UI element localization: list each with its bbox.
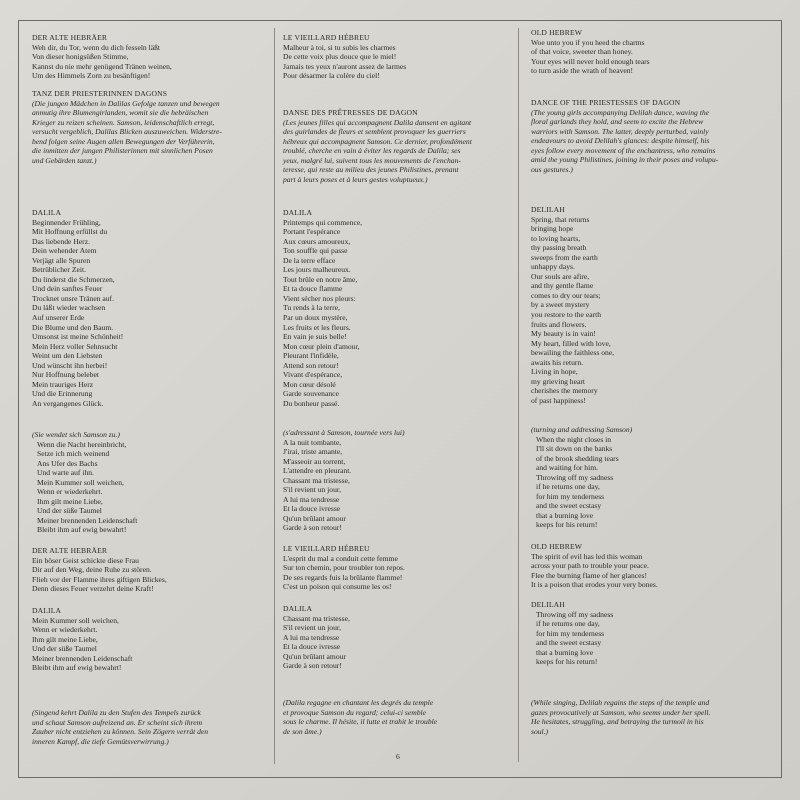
- text-line: floral garlands they hold, and seem to excite the Hebrew: [531, 117, 704, 127]
- text-line: gazes provocatively at Samson, who seems under her spell.: [531, 707, 711, 717]
- stage-direction: [531, 698, 761, 736]
- german-dalila-aria: [32, 208, 272, 408]
- text-line: for him my tenderness: [536, 491, 605, 501]
- speaker-heading: DALILA: [32, 606, 62, 615]
- speaker-heading: DALILA: [32, 208, 62, 217]
- french-dance-block: [283, 108, 508, 184]
- verse-lines: [531, 610, 761, 667]
- text-line: Tout brûle en notre âme,: [283, 274, 358, 284]
- text-line: Weint um den Liebsten: [32, 351, 103, 361]
- verse-lines: [283, 218, 508, 409]
- verse-lines: [32, 556, 272, 594]
- text-line: Und der süße Taumel: [37, 506, 102, 516]
- text-line: (While singing, Delilah regains the steps of the temple and: [531, 698, 710, 707]
- text-line: En vain je suis belle!: [283, 332, 347, 342]
- stage-direction: (turning and addressing Samson): [531, 425, 633, 434]
- french-old-hebrew-block-2: [283, 544, 508, 592]
- verse-lines: [283, 554, 508, 592]
- english-aria-second-verse: [531, 425, 761, 530]
- verse-lines: [32, 440, 272, 535]
- text-line: Und die Erinnerung: [32, 389, 93, 399]
- speaker-heading: LE VIEILLARD HÉBREU: [283, 544, 370, 553]
- text-line: of that voice, sweeter than honey.: [531, 47, 633, 57]
- text-line: Flee the burning flame of her glances!: [531, 570, 647, 580]
- text-line: Chassant ma tristesse,: [283, 613, 350, 623]
- text-line: (Singend kehrt Dalila zu den Stufen des Tempels zurück: [32, 708, 201, 717]
- german-old-hebrew-block-2: [32, 546, 272, 594]
- text-line: A la nuit tombante,: [283, 437, 342, 447]
- english-delilah-block-2: [531, 600, 761, 667]
- text-line: When the night closes in: [536, 434, 612, 444]
- column-divider: [274, 28, 275, 764]
- text-line: Attend son retour!: [283, 360, 339, 370]
- speaker-heading: DELILAH: [531, 205, 565, 214]
- text-line: ous gestures.): [531, 164, 573, 174]
- text-line: Und warte auf ihn.: [37, 468, 94, 478]
- section-heading: DANCE OF THE PRIESTESSES OF DAGON: [531, 98, 681, 107]
- text-line: across your path to trouble your peace.: [531, 561, 649, 571]
- text-line: Ton souffle qui passe: [283, 246, 348, 256]
- text-line: unhappy days.: [531, 262, 575, 272]
- text-line: A lui ma tendresse: [283, 632, 340, 642]
- text-line: Wenn er wiederkehrt.: [32, 625, 98, 635]
- text-line: teresse, qui reste au milieu des jeunes Philistines, prenant: [283, 165, 459, 175]
- text-line: and the sweet ecstasy: [536, 501, 602, 511]
- text-line: My heart, filled with love,: [531, 338, 611, 348]
- text-line: Mon cœur plein d'amour,: [283, 341, 360, 351]
- text-line: Par un doux mystère,: [283, 313, 348, 323]
- text-line: Bleibt ihm auf ewig bewahrt!: [32, 663, 122, 673]
- text-line: Jamais tes yeux n'auront assez de larmes: [283, 61, 407, 71]
- text-line: S'il revient un jour,: [283, 623, 342, 633]
- text-line: Your eyes will never hold enough tears: [531, 56, 650, 66]
- text-line: Les jours malheureux.: [283, 265, 351, 275]
- text-line: Setze ich mich weinend: [37, 449, 110, 459]
- text-line: Qu'un brûlant amour: [283, 651, 346, 661]
- text-line: Kannst du nie mehr genügend Tränen weinen,: [32, 61, 172, 71]
- text-line: Our souls are afire,: [531, 271, 590, 281]
- text-line: Weh dir, du Tor, wenn du dich fesseln läßt: [32, 42, 161, 52]
- text-line: An vergangenes Glück.: [32, 398, 104, 408]
- text-line: Mein Kummer soll weichen,: [32, 615, 119, 625]
- section-heading: TANZ DER PRIESTERINNEN DAGONS: [32, 89, 168, 98]
- english-old-hebrew-block-2: [531, 542, 761, 590]
- verse-lines: [531, 552, 761, 590]
- text-line: Das liebende Herz.: [32, 236, 90, 246]
- section-heading: DANSE DES PRÊTRESSES DE DAGON: [283, 108, 418, 117]
- text-line: de son âme.): [283, 726, 322, 736]
- text-line: Living in hope,: [531, 367, 578, 377]
- text-line: Et ta douce flamme: [283, 284, 343, 294]
- text-line: Garde à son retour!: [283, 523, 342, 533]
- speaker-heading: DELILAH: [531, 600, 565, 609]
- text-line: Et la douce ivresse: [283, 642, 341, 652]
- text-line: Woe unto you if you heed the charms: [531, 37, 645, 47]
- text-line: Um des Himmels Zorn zu besänftigen!: [32, 71, 151, 81]
- english-delilah-aria: [531, 205, 761, 405]
- french-column: [283, 0, 508, 800]
- text-line: Chassant ma tristesse,: [283, 475, 350, 485]
- french-dalila-aria: [283, 208, 508, 408]
- text-line: The spirit of evil has led this woman: [531, 551, 643, 561]
- text-line: Mit Hoffnung erfüllst du: [32, 227, 108, 237]
- text-line: Zauber nicht entziehen zu können. Sein Zögern verrät den: [32, 727, 209, 737]
- text-line: Bleibt ihm auf ewig bewahrt!: [37, 525, 127, 535]
- speaker-heading: LE VIEILLARD HÉBREU: [283, 33, 370, 42]
- text-line: die inmitten der jungen Philisterinnen mit sinnlichen Posen: [32, 146, 213, 156]
- text-line: Throwing off my sadness: [536, 472, 614, 482]
- text-line: und schaut Samson aufreizend an. Er scheint sich ihrem: [32, 717, 203, 727]
- text-line: Und dein sanftes Feuer: [32, 284, 103, 294]
- text-line: Betrüblicher Zeit.: [32, 265, 86, 275]
- text-line: Vivant d'espérance,: [283, 370, 343, 380]
- speaker-heading: OLD HEBREW: [531, 542, 583, 551]
- text-line: He hesitates, struggling, and betraying the turmoil in his: [531, 717, 704, 727]
- text-line: It is a poison that erodes your very bones.: [531, 580, 658, 590]
- text-line: Meiner brennenden Leidenschaft: [37, 515, 138, 525]
- german-column: [32, 0, 272, 800]
- text-line: Sur ton chemin, pour troubler ton repos.: [283, 563, 405, 573]
- text-line: Du läßt wieder wachsen: [32, 303, 106, 313]
- text-line: Aux cœurs amoureux,: [283, 236, 351, 246]
- verse-lines: [283, 43, 508, 81]
- text-line: warriors with Samson. The latter, deeply perturbed, vainly: [531, 126, 709, 136]
- text-line: Mein Herz voller Sehnsucht: [32, 341, 118, 351]
- speaker-heading: DER ALTE HEBRÄER: [32, 546, 108, 555]
- text-line: L'attendre en pleurant.: [283, 466, 352, 476]
- text-line: Krieger zu reizen scheinen. Samson, leidenschaftlich erregt,: [32, 117, 215, 127]
- text-line: Umsonst ist meine Schönheit!: [32, 332, 124, 342]
- text-line: C'est un poison qui consume les os!: [283, 582, 392, 592]
- text-line: Wenn er wiederkehrt.: [37, 487, 103, 497]
- stage-direction: [32, 99, 272, 166]
- text-line: Wenn die Nacht hereinbricht,: [37, 439, 127, 449]
- text-line: Du linderst die Schmerzen,: [32, 274, 115, 284]
- text-line: eyes follow every movement of the enchantress, who remains: [531, 145, 716, 155]
- text-line: keeps for his return!: [536, 657, 598, 667]
- text-line: Trocknet unsre Tränen auf.: [32, 293, 114, 303]
- verse-lines: [283, 438, 508, 533]
- text-line: my grieving heart: [531, 376, 585, 386]
- text-line: you restore to the earth: [531, 310, 602, 320]
- text-line: bend folgen seine Augen allen Bewegungen der Verführerin,: [32, 136, 215, 146]
- text-line: troublé, cherche en vain à éviter les regards de Dalila; ses: [283, 146, 461, 156]
- text-line: (Les jeunes filles qui accompagnent Dalila dansent en agitant: [283, 117, 472, 127]
- verse-lines: [283, 614, 508, 671]
- text-line: sweeps from the earth: [531, 252, 598, 262]
- text-line: part à leurs poses et à leurs gestes voluptueux.): [283, 174, 428, 184]
- text-line: of the brook shedding tears: [536, 453, 619, 463]
- text-line: et provoque Samson du regard; celui-ci semble: [283, 707, 426, 717]
- text-line: Dein wehender Atem: [32, 246, 97, 256]
- text-line: M'asseoir au torrent,: [283, 456, 346, 466]
- text-line: amid the young Philistines, joining in their poses and volupu-: [531, 155, 719, 165]
- text-line: and the sweet ecstasy: [536, 638, 602, 648]
- speaker-heading: DALILA: [283, 604, 313, 613]
- stage-direction: [531, 108, 761, 175]
- text-line: bringing hope: [531, 224, 574, 234]
- text-line: awaits his return.: [531, 357, 584, 367]
- text-line: soul.): [531, 726, 549, 736]
- text-line: De cette voix plus douce que le miel!: [283, 52, 397, 62]
- text-line: Portant l'espérance: [283, 227, 341, 237]
- text-line: Pleurant l'infidèle,: [283, 351, 339, 361]
- english-closing-direction: [531, 698, 761, 736]
- text-line: (Die jungen Mädchen in Dalilas Gefolge tanzen und bewegen: [32, 98, 220, 108]
- german-closing-direction: [32, 708, 272, 746]
- text-line: to loving hearts,: [531, 233, 581, 243]
- text-line: Mon cœur désolé: [283, 379, 336, 389]
- english-old-hebrew-block: [531, 28, 761, 76]
- text-line: Verjägt alle Spuren: [32, 255, 91, 265]
- text-line: Ans Ufer des Bachs: [37, 458, 98, 468]
- text-line: comes to dry our tears;: [531, 290, 601, 300]
- text-line: (Dalila regagne en chantant les degrés du temple: [283, 698, 434, 707]
- stage-direction: [283, 698, 508, 736]
- text-line: Mein trauriges Herz: [32, 379, 94, 389]
- text-line: Ihm gilt meine Liebe,: [37, 496, 103, 506]
- text-line: thy passing breath: [531, 243, 587, 253]
- text-line: Garde souvenance: [283, 389, 339, 399]
- text-line: Die Blume und den Baum.: [32, 322, 114, 332]
- text-line: De la terre efface: [283, 255, 336, 265]
- text-line: Vient sécher nos pleurs:: [283, 293, 356, 303]
- text-line: fruits and flowers.: [531, 319, 587, 329]
- text-line: Ein böser Geist schickte diese Frau: [32, 555, 139, 565]
- text-line: Meiner brennenden Leidenschaft: [32, 653, 133, 663]
- text-line: if he returns one day,: [536, 482, 600, 492]
- verse-lines: [32, 43, 272, 81]
- text-line: J'irai, triste amante,: [283, 447, 343, 457]
- text-line: if he returns one day,: [536, 619, 600, 629]
- text-line: by a sweet mystery: [531, 300, 590, 310]
- text-line: Garde à son retour!: [283, 661, 342, 671]
- french-old-hebrew-block: [283, 33, 508, 81]
- text-line: I'll sit down on the banks: [536, 444, 613, 454]
- text-line: of past happiness!: [531, 395, 586, 405]
- text-line: Les fruits et les fleurs.: [283, 322, 351, 332]
- text-line: Und der süße Taumel: [32, 644, 97, 654]
- column-divider: [518, 28, 519, 762]
- text-line: Du bonheur passé.: [283, 398, 340, 408]
- text-line: anmutig ihre Blumengirlanden, womit sie die hebräischen: [32, 108, 209, 118]
- text-line: des guirlandes de fleurs et semblent provoquer les guerriers: [283, 127, 466, 137]
- text-line: sous le charme. Il hésite, il lutte et trahit le trouble: [283, 717, 438, 727]
- text-line: inneren Kampf, die tiefe Gemütsverwirrung.): [32, 736, 169, 746]
- text-line: that a burning love: [536, 510, 594, 520]
- text-line: Ihm gilt meine Liebe,: [32, 634, 98, 644]
- text-line: De ses regards fuis la brûlante flamme!: [283, 572, 403, 582]
- text-line: Spring, that returns: [531, 214, 590, 224]
- text-line: Printemps qui commence,: [283, 217, 363, 227]
- speaker-heading: DALILA: [283, 208, 313, 217]
- text-line: (The young girls accompanying Delilah dance, waving the: [531, 107, 709, 117]
- text-line: to turn aside the wrath of heaven!: [531, 66, 634, 76]
- text-line: Mein Kummer soll weichen,: [37, 477, 124, 487]
- text-line: Und wünscht ihn herbei!: [32, 360, 108, 370]
- text-line: Et la douce ivresse: [283, 504, 341, 514]
- text-line: Tu rends à la terre,: [283, 303, 340, 313]
- french-dalila-block-2: [283, 604, 508, 671]
- text-line: My beauty is in vain!: [531, 329, 596, 339]
- french-closing-direction: [283, 698, 508, 736]
- page-number: 6: [396, 752, 400, 761]
- text-line: Von dieser honigsüßen Stimme,: [32, 52, 129, 62]
- text-line: Auf unserer Erde: [32, 313, 85, 323]
- text-line: Beginnender Frühling,: [32, 217, 101, 227]
- text-line: versucht vergeblich, Dalilas Blicken auszuweichen. Widerstre-: [32, 127, 222, 137]
- stage-direction: [283, 118, 508, 185]
- text-line: cherishes the memory: [531, 386, 598, 396]
- text-line: Throwing off my sadness: [536, 609, 614, 619]
- verse-lines: [531, 435, 761, 530]
- verse-lines: [32, 616, 272, 673]
- text-line: und Gebärden tanzt.): [32, 155, 97, 165]
- german-dalila-block-2: [32, 606, 272, 673]
- speaker-heading: OLD HEBREW: [531, 28, 583, 37]
- text-line: and thy gentle flame: [531, 281, 594, 291]
- text-line: keeps for his return!: [536, 520, 598, 530]
- text-line: Denn dieses Feuer verzehrt deine Kraft!: [32, 584, 154, 594]
- german-dance-block: [32, 89, 272, 165]
- text-line: Qu'un brûlant amour: [283, 513, 346, 523]
- english-dance-block: [531, 98, 761, 174]
- stage-direction: (Sie wendet sich Samson zu.): [32, 430, 120, 439]
- verse-lines: [32, 218, 272, 409]
- text-line: S'il revient un jour,: [283, 485, 342, 495]
- german-old-hebrew-block: [32, 33, 272, 81]
- speaker-heading: DER ALTE HEBRÄER: [32, 33, 108, 42]
- text-line: Flieh vor der Flamme ihres giftigen Blickes,: [32, 574, 167, 584]
- text-line: that a burning love: [536, 647, 594, 657]
- text-line: Nur Hoffnung belebet: [32, 370, 99, 380]
- french-aria-second-verse: [283, 428, 508, 533]
- text-line: A lui ma tendresse: [283, 494, 340, 504]
- text-line: for him my tenderness: [536, 628, 605, 638]
- verse-lines: [531, 38, 761, 76]
- text-line: Pour désarmer la colère du ciel!: [283, 71, 380, 81]
- english-column: [531, 0, 761, 800]
- text-line: Dir auf den Weg, deine Ruhe zu stören.: [32, 565, 152, 575]
- german-aria-second-verse: [32, 430, 272, 535]
- text-line: L'esprit du mal a conduit cette femme: [283, 553, 398, 563]
- stage-direction: [32, 708, 272, 746]
- text-line: hébreux qui accompagnent Samson. Ce dernier, profondément: [283, 136, 472, 146]
- verse-lines: [531, 215, 761, 406]
- text-line: endeavours to avoid Delilah's glances: despite himself, his: [531, 136, 710, 146]
- stage-direction: (s'adressant à Samson, tournée vers lui): [283, 428, 405, 437]
- text-line: bewailing the faithless one,: [531, 348, 615, 358]
- text-line: Malheur à toi, si tu subis les charmes: [283, 42, 396, 52]
- text-line: yeux, malgré lui, suivent tous les mouvements de l'enchan-: [283, 155, 461, 165]
- text-line: and waiting for him.: [536, 463, 599, 473]
